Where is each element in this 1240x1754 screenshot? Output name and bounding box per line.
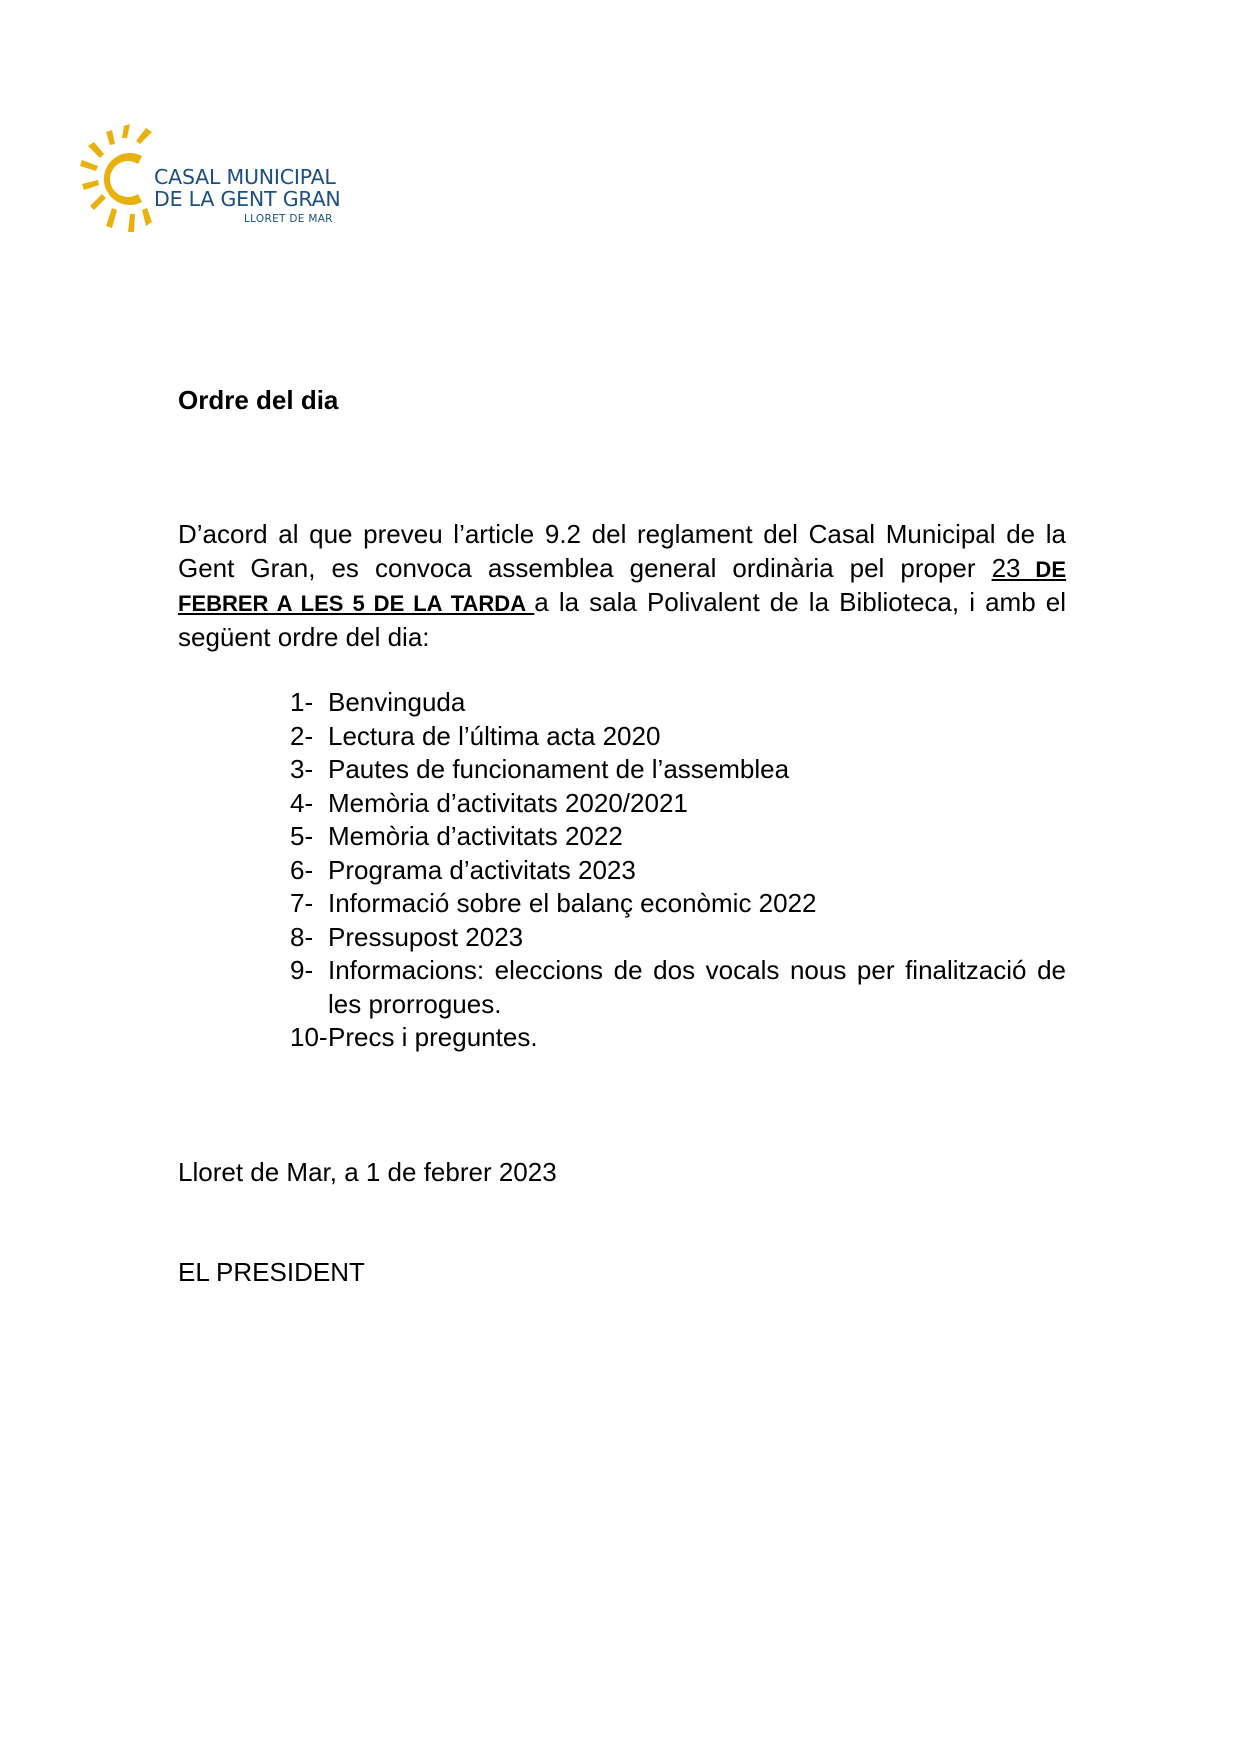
paragraph-intro: D’acord al que preveu l’article 9.2 del reglament del Casal Municipal de la Gent Gran, es convoca assemblea general ordinària pel proper bbox=[178, 519, 1066, 583]
meeting-date-time: DE FEBRER A LES 5 DE LA TARDA bbox=[178, 556, 1066, 617]
agenda-item-text: Precs i preguntes. bbox=[328, 1022, 538, 1052]
agenda-item-number: 8- bbox=[290, 921, 314, 952]
agenda-item-text: Benvinguda bbox=[328, 687, 466, 717]
agenda-item-number: 7- bbox=[290, 888, 314, 918]
logo-subtitle: LLORET DE MAR bbox=[244, 213, 333, 225]
agenda-item-text: Pautes de funcionament de l’assemblea bbox=[328, 754, 790, 784]
agenda-item bbox=[290, 820, 1066, 854]
agenda-item-text: Informació sobre el balanç econòmic 2022 bbox=[328, 888, 817, 918]
agenda-item bbox=[290, 753, 1066, 787]
sun-logo-icon bbox=[80, 124, 160, 234]
agenda-item-number: 2- bbox=[290, 720, 314, 751]
agenda-item bbox=[290, 854, 1066, 888]
agenda-item bbox=[290, 787, 1066, 821]
agenda-item-number: 5- bbox=[290, 821, 314, 851]
agenda-item bbox=[290, 720, 1066, 754]
paragraph-location: a la sala Polivalent de la Biblioteca, i amb el següent ordre del dia: bbox=[178, 587, 1066, 653]
page-title: Ordre del dia bbox=[178, 385, 339, 415]
logo-title-line2: DE LA GENT GRAN bbox=[154, 187, 341, 211]
signature: EL PRESIDENT bbox=[178, 1257, 365, 1287]
agenda-item bbox=[290, 921, 1066, 955]
agenda-item-text: Lectura de l’última acta 2020 bbox=[328, 720, 661, 751]
agenda-item-number: 4- bbox=[290, 787, 314, 818]
agenda-item bbox=[290, 686, 1066, 720]
agenda-item bbox=[290, 1021, 1066, 1055]
agenda-item-number: 1- bbox=[290, 687, 314, 717]
agenda-list bbox=[290, 686, 1066, 1055]
agenda-item-number: 6- bbox=[290, 854, 314, 885]
agenda-item bbox=[290, 954, 1066, 1021]
agenda-item-text: Informacions: eleccions de dos vocals nous per finalització de les prorrogues. bbox=[328, 955, 1066, 1019]
meeting-day: 23 bbox=[991, 552, 1021, 583]
place-and-date: Lloret de Mar, a 1 de febrer 2023 bbox=[178, 1157, 557, 1187]
agenda-item-text: Memòria d’activitats 2022 bbox=[328, 821, 623, 851]
convocation-paragraph bbox=[178, 518, 1066, 655]
logo bbox=[80, 124, 380, 254]
agenda-item bbox=[290, 887, 1066, 921]
logo-title-line1: CASAL MUNICIPAL bbox=[154, 165, 336, 189]
agenda-item-number: 9- bbox=[290, 955, 314, 985]
agenda-item-number: 10- bbox=[290, 1022, 328, 1052]
agenda-item-text: Memòria d’activitats 2020/2021 bbox=[328, 787, 688, 818]
agenda-item-number: 3- bbox=[290, 754, 314, 784]
agenda-item-text: Programa d’activitats 2023 bbox=[328, 854, 636, 885]
agenda-item-text: Pressupost 2023 bbox=[328, 921, 524, 952]
